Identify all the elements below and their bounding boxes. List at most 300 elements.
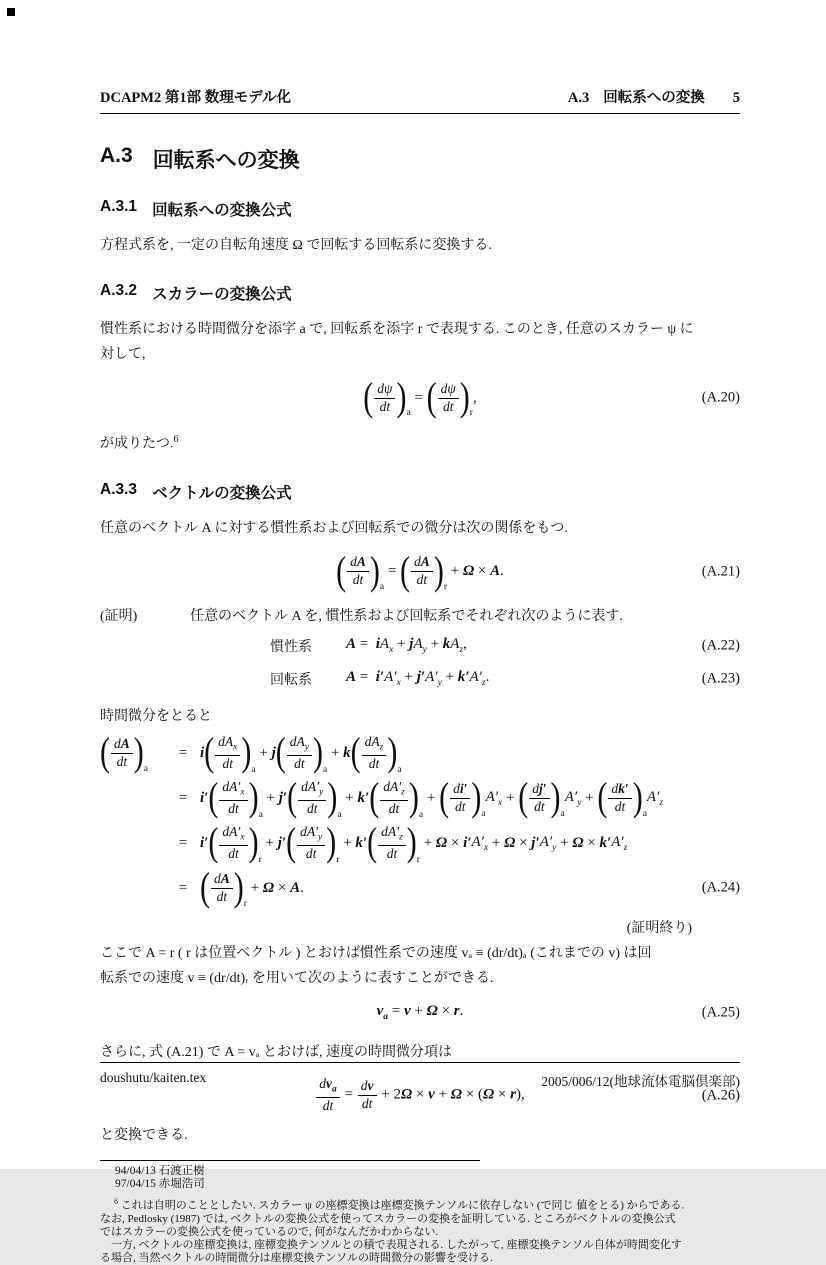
derivation-block — [100, 731, 740, 911]
math-token: dψ — [377, 380, 393, 396]
math-token: a — [397, 765, 402, 776]
math-token: ( — [100, 730, 110, 775]
math-token — [347, 554, 369, 572]
math-token: r — [469, 408, 473, 419]
math-token: ( — [287, 775, 298, 820]
math-token: i′ — [375, 669, 385, 686]
math-token — [528, 781, 550, 816]
math-token: dt — [228, 845, 239, 861]
subsection-number: A.3.3 — [100, 480, 138, 498]
math-token: ( — [439, 775, 450, 820]
math-token: × — [437, 1003, 454, 1020]
text-line: 方程式系を, 一定の自転角速度 Ω で回転する回転系に変換する. — [100, 238, 492, 253]
math-token: Ω — [450, 1087, 462, 1104]
math-token — [211, 871, 233, 906]
math-token: × — [274, 879, 291, 896]
math-token: d — [453, 780, 460, 796]
math-token: Ω — [426, 1003, 438, 1020]
derivation-row-1 — [100, 731, 740, 776]
math-token: ( — [336, 548, 347, 594]
math-token — [362, 734, 387, 756]
math-token: $dA'_z$ — [381, 823, 403, 843]
math-token: r — [510, 1087, 516, 1104]
paragraph — [100, 1040, 740, 1065]
math-subscript: x — [389, 645, 394, 656]
math-token: $dA'_z$ — [383, 778, 405, 798]
subsection-heading-a33 — [100, 481, 740, 503]
math-token — [400, 548, 447, 594]
header-right — [568, 86, 740, 107]
math-token: dt — [386, 845, 398, 861]
math-token: dt — [614, 798, 626, 814]
math-token: + — [339, 834, 356, 851]
math-token — [380, 779, 408, 817]
math-token: + — [400, 669, 417, 686]
math-token: . — [459, 1003, 464, 1020]
math-subscript: x — [483, 842, 489, 853]
math-token: + — [446, 563, 463, 580]
math-token: k′ — [599, 834, 612, 851]
math-token: + — [262, 789, 279, 806]
math-token: ( — [350, 730, 361, 775]
math-token — [453, 799, 468, 816]
math-token: × — [474, 563, 491, 580]
math-token — [439, 775, 486, 820]
math-token: + — [434, 1087, 451, 1104]
equation-tag-a24: (A.24) — [701, 879, 740, 896]
math-token: j′ — [278, 789, 288, 806]
math-token — [100, 730, 148, 775]
math-token: i′ — [459, 780, 468, 796]
revision-date-line: 97/04/15 赤堀浩司 — [115, 1178, 205, 1191]
math-token: $A'_z$ — [469, 669, 486, 689]
math-token: + — [410, 1003, 427, 1020]
math-token: k′ — [355, 834, 368, 851]
math-token: × — [447, 834, 464, 851]
math-token: + — [393, 636, 410, 653]
math-token: d — [214, 870, 221, 886]
equals-sign: = — [178, 744, 188, 761]
math-token — [607, 781, 632, 816]
equals-sign: = — [178, 879, 188, 896]
math-token — [210, 871, 234, 906]
math-token: × — [583, 834, 600, 851]
footnote-marker: 6 — [173, 434, 179, 445]
math-token: a — [143, 763, 148, 774]
frame-label-inertial: 慣性系 — [270, 639, 312, 655]
math-token: a — [322, 765, 328, 776]
equation-a23-inner — [270, 669, 489, 689]
paragraph — [100, 1123, 740, 1148]
math-token: i′ — [463, 834, 472, 851]
math-token: dt — [442, 398, 454, 414]
math-token: + 2 — [377, 1087, 401, 1104]
subsection-number: A.3.1 — [100, 198, 138, 215]
math-token: d — [360, 1078, 368, 1094]
math-token: + — [423, 789, 440, 806]
math-token: ( — [363, 375, 374, 420]
math-token — [321, 1098, 336, 1115]
footnote-text: これは自明のこととしたい. スカラー ψ の座標変換は座標変換テンソルに依存しない (で同じ 値をとる) からである. — [120, 1199, 685, 1212]
math-token — [367, 756, 382, 773]
math-token — [219, 779, 247, 801]
revision-dates — [115, 1165, 740, 1192]
math-token — [111, 736, 133, 754]
subsection-title: 回転系への変換公式 — [152, 202, 292, 219]
math-token — [449, 781, 471, 816]
math-token: ) — [408, 775, 419, 820]
math-token: $dA_y$ — [289, 733, 309, 753]
proof-intro: 任意のベクトル A を, 慣性系および回転系でそれぞれ次のように表す. — [190, 608, 623, 624]
math-token: ) — [459, 375, 470, 420]
math-token: ) — [133, 730, 144, 775]
equation-a22-body — [346, 636, 467, 655]
math-token: Ω — [435, 834, 448, 851]
math-token — [221, 756, 236, 773]
math-token: k — [343, 744, 351, 761]
math-token — [450, 781, 470, 816]
math-token: A — [290, 879, 301, 896]
math-token — [219, 824, 247, 862]
math-token: A — [220, 870, 230, 886]
math-token: r — [243, 898, 247, 909]
math-token — [608, 781, 631, 816]
math-token: ) — [433, 548, 444, 594]
math-subscript: a — [332, 1085, 337, 1096]
math-token — [111, 736, 133, 771]
derivation-row-4 — [100, 866, 740, 911]
math-token: a — [337, 810, 342, 821]
math-token: dt — [352, 572, 364, 588]
math-token: , — [463, 636, 467, 653]
math-token: $A_z$ — [450, 636, 464, 656]
footer-filename: doushutu/kaiten.tex — [100, 1070, 207, 1085]
math-token: ( — [200, 865, 210, 910]
math-token: $A'_y$ — [425, 669, 442, 689]
math-token — [336, 548, 385, 594]
math-token: = — [340, 1087, 357, 1104]
math-subscript: y — [318, 832, 323, 843]
equation-a25 — [100, 999, 740, 1027]
math-token: $dA'_y$ — [301, 778, 324, 798]
math-token: ) — [471, 775, 482, 820]
math-token: d — [414, 554, 421, 570]
page-number: 5 — [732, 90, 740, 106]
math-token — [218, 779, 248, 817]
math-token: d — [319, 1076, 327, 1092]
math-subscript: z — [623, 842, 628, 853]
math-token: dt — [388, 800, 400, 816]
math-token: ( — [367, 820, 378, 865]
revision-date-line: 94/04/13 石渡正樹 — [115, 1164, 205, 1177]
math-token — [613, 799, 628, 816]
math-token — [219, 779, 247, 817]
math-token: Ω — [262, 879, 275, 896]
math-token: A — [346, 636, 357, 653]
text-line: 時間微分をとると — [100, 708, 212, 724]
math-subscript: y — [577, 797, 582, 808]
math-token — [305, 801, 320, 818]
paragraph — [100, 233, 740, 258]
subsection-title: ベクトルの変換公式 — [152, 484, 292, 502]
math-token: ) — [550, 775, 561, 820]
math-token: d — [611, 780, 619, 796]
math-token — [415, 572, 430, 589]
math-subscript: z — [401, 787, 405, 798]
math-token: a — [642, 808, 647, 819]
text-line: と変換できる. — [100, 1127, 188, 1143]
subsection-heading-a31 — [100, 198, 740, 220]
paragraph — [100, 427, 740, 457]
math-token: = — [356, 636, 376, 653]
math-token — [208, 775, 263, 821]
math-token: r — [443, 582, 447, 593]
math-token — [438, 381, 459, 416]
header-rule — [100, 113, 740, 114]
footnote-rule — [100, 1160, 480, 1161]
math-token: dt — [228, 800, 239, 816]
math-token — [292, 756, 307, 773]
math-token: ( — [518, 775, 529, 820]
math-token: + — [327, 744, 344, 761]
math-token — [378, 824, 406, 846]
math-token — [374, 381, 395, 416]
derivation-row-2 — [100, 776, 740, 821]
math-subscript: y — [319, 787, 324, 798]
math-token: $dA'_x$ — [222, 778, 245, 798]
math-token: r — [258, 855, 262, 866]
math-token: j — [409, 636, 414, 653]
math-token: dt — [305, 845, 317, 861]
text-line: 任意のベクトル A に対する慣性系および回転系での微分は次の関係をもつ. — [100, 520, 568, 536]
math-token — [298, 779, 326, 817]
math-token: + — [488, 834, 505, 851]
math-token: dt — [216, 888, 228, 904]
math-token: j′ — [531, 834, 540, 851]
paragraph — [100, 317, 740, 367]
paragraph — [100, 704, 740, 729]
math-token: ( — [597, 775, 608, 820]
footnote-line: る場合, 当然ベクトルの時間微分は座標変換テンソルの時間微分の影響を受ける. — [100, 1252, 493, 1265]
math-token: dt — [454, 798, 466, 814]
math-token — [297, 824, 325, 862]
text-line: が成りたつ. — [100, 436, 174, 452]
math-subscript: z — [481, 678, 486, 689]
math-token: $dA'_x$ — [222, 823, 245, 843]
math-token — [286, 734, 313, 772]
math-token: , — [472, 389, 477, 406]
math-token: = — [388, 1003, 404, 1020]
math-subscript: x — [240, 832, 245, 843]
equation-tag-a25: (A.25) — [701, 1004, 740, 1021]
math-token: $A'_z$ — [611, 833, 628, 853]
derivation-rhs-4 — [200, 865, 304, 910]
equation-tag-a20: (A.20) — [701, 389, 740, 406]
math-subscript: y — [422, 645, 427, 656]
math-token — [411, 554, 433, 572]
math-token — [361, 734, 388, 772]
math-token: $A'_z$ — [646, 788, 664, 808]
math-token — [379, 779, 409, 817]
text-line: 転系での速度 v ≡ (dr/dt)ᵣ を用いて次のように表すことができる. — [100, 970, 494, 986]
math-token: ( — [400, 548, 411, 594]
math-token: a — [251, 765, 256, 776]
subsection-heading-a32 — [100, 282, 740, 304]
footnote-line: ではスカラーの変換公式を使っているので, 何がなんだかわからない. — [100, 1225, 439, 1238]
math-token — [226, 846, 241, 863]
footer-date-club: 2005/006/12(地球流体電脳倶楽部) — [541, 1074, 740, 1089]
math-token: . — [500, 563, 504, 580]
math-token: r — [453, 1003, 460, 1020]
math-token — [380, 779, 408, 801]
paragraph — [100, 941, 740, 991]
math-token: dt — [379, 398, 391, 414]
math-token — [597, 775, 647, 820]
math-token — [387, 801, 402, 818]
section-heading — [100, 144, 740, 174]
math-token: ) — [396, 375, 407, 420]
math-token: + — [261, 834, 278, 851]
equation-pair — [100, 633, 740, 692]
math-token: a — [379, 582, 385, 593]
math-token: k′ — [357, 789, 370, 806]
math-token — [351, 572, 366, 589]
math-token: j′ — [538, 780, 547, 796]
math-token: + — [246, 879, 263, 896]
section-number: A.3 — [100, 144, 133, 167]
math-token: r — [336, 855, 340, 866]
math-token: + — [556, 834, 573, 851]
math-subscript: a — [383, 1012, 389, 1023]
text-line: 慣性系における時間微分を添字 a で, 回転系を添字 r で表現する. このとき, 任意のスカラー ψ に — [100, 322, 694, 337]
math-subscript: z — [379, 742, 384, 753]
math-token — [296, 824, 326, 862]
math-token: dt — [222, 755, 234, 771]
math-token: . — [485, 669, 490, 686]
math-token: $A'_y$ — [564, 788, 582, 808]
math-token — [286, 820, 340, 866]
math-token: $dA'_y$ — [300, 823, 323, 843]
math-token — [287, 734, 312, 772]
math-token — [532, 799, 547, 816]
math-token: a — [481, 808, 486, 819]
math-token — [347, 554, 369, 589]
math-token: k′ — [618, 780, 629, 796]
subsection-number: A.3.2 — [100, 282, 138, 299]
text-line: さらに, 式 (A.21) で A = vₐ とおけば, 速度の時間微分項は — [100, 1044, 452, 1060]
math-token: $dA_z$ — [364, 733, 384, 753]
equation-a20-body — [363, 375, 477, 420]
math-token: dt — [116, 753, 128, 769]
math-token — [367, 820, 420, 866]
math-token: i′ — [200, 834, 209, 851]
math-token: v — [428, 1087, 435, 1104]
math-token: + — [341, 789, 358, 806]
math-token: × — [515, 834, 532, 851]
math-token — [360, 1096, 375, 1113]
math-token: ( — [369, 775, 380, 820]
math-token — [369, 775, 424, 821]
math-token: + — [419, 834, 436, 851]
equation-a20 — [100, 375, 740, 421]
math-token: $A'_x$ — [485, 788, 503, 808]
math-token: ) — [369, 548, 380, 594]
math-token: ) — [632, 775, 643, 820]
derivation-row-3 — [100, 821, 740, 866]
math-subscript: x — [240, 787, 245, 798]
math-token: = — [410, 389, 427, 406]
text-line: ここで A = r ( r は位置ベクトル ) とおけば慣性系での速度 vₐ ≡ (dr/dt)ₐ (これまでの v) は回 — [100, 945, 652, 961]
math-token — [362, 734, 387, 772]
math-token — [218, 824, 248, 862]
math-token — [373, 381, 396, 416]
derivation-rhs-3 — [200, 820, 628, 866]
math-token — [529, 781, 549, 799]
math-token: ) — [312, 730, 323, 775]
math-token: Ω — [504, 834, 516, 851]
derivation-lhs — [100, 730, 166, 775]
math-token: $A_x$ — [379, 636, 394, 656]
math-subscript: x — [396, 678, 401, 689]
math-subscript: y — [304, 742, 309, 753]
math-token: $A'_x$ — [471, 833, 489, 853]
math-token: r — [416, 855, 420, 866]
math-subscript: y — [552, 842, 557, 853]
subsection-title: スカラーの変換公式 — [152, 286, 292, 303]
math-token: A — [346, 669, 357, 686]
math-token: + — [502, 789, 519, 806]
equation-a22 — [100, 633, 740, 659]
math-token: × — [494, 1087, 511, 1104]
proof-label: (証明) — [100, 608, 138, 624]
math-token: A — [356, 554, 366, 570]
equation-a25-body — [377, 1003, 464, 1022]
math-token: + — [255, 744, 272, 761]
proof-start-line — [100, 605, 740, 625]
math-token: ) — [326, 820, 337, 865]
math-token — [374, 381, 395, 399]
math-token: ) — [248, 775, 259, 820]
math-token: Ω — [572, 834, 584, 851]
math-token: dt — [416, 572, 428, 588]
math-subscript: y — [437, 678, 442, 689]
math-token: j′ — [416, 669, 426, 686]
math-token — [441, 399, 456, 416]
derivation-rhs-1 — [200, 730, 402, 776]
math-token — [363, 375, 411, 420]
equation-a22-inner — [270, 636, 467, 656]
math-token: ) — [387, 730, 398, 775]
math-token: ) — [248, 820, 259, 865]
header-section-number: A.3 — [567, 90, 590, 106]
math-token — [438, 381, 459, 399]
page-header — [100, 86, 740, 107]
math-token: dt — [361, 1096, 373, 1112]
math-token — [426, 375, 473, 420]
math-token: ( — [208, 820, 219, 865]
footnote-6-marker: 6 — [114, 1196, 118, 1206]
math-token: A — [420, 554, 430, 570]
math-token: k′ — [457, 669, 470, 686]
math-token — [298, 779, 326, 801]
math-token: a — [258, 810, 263, 821]
math-token — [411, 554, 433, 589]
math-token — [385, 846, 400, 863]
math-token — [287, 775, 342, 821]
math-subscript: z — [659, 797, 664, 808]
math-token: $A'_y$ — [539, 833, 557, 853]
math-subscript: z — [399, 832, 403, 843]
